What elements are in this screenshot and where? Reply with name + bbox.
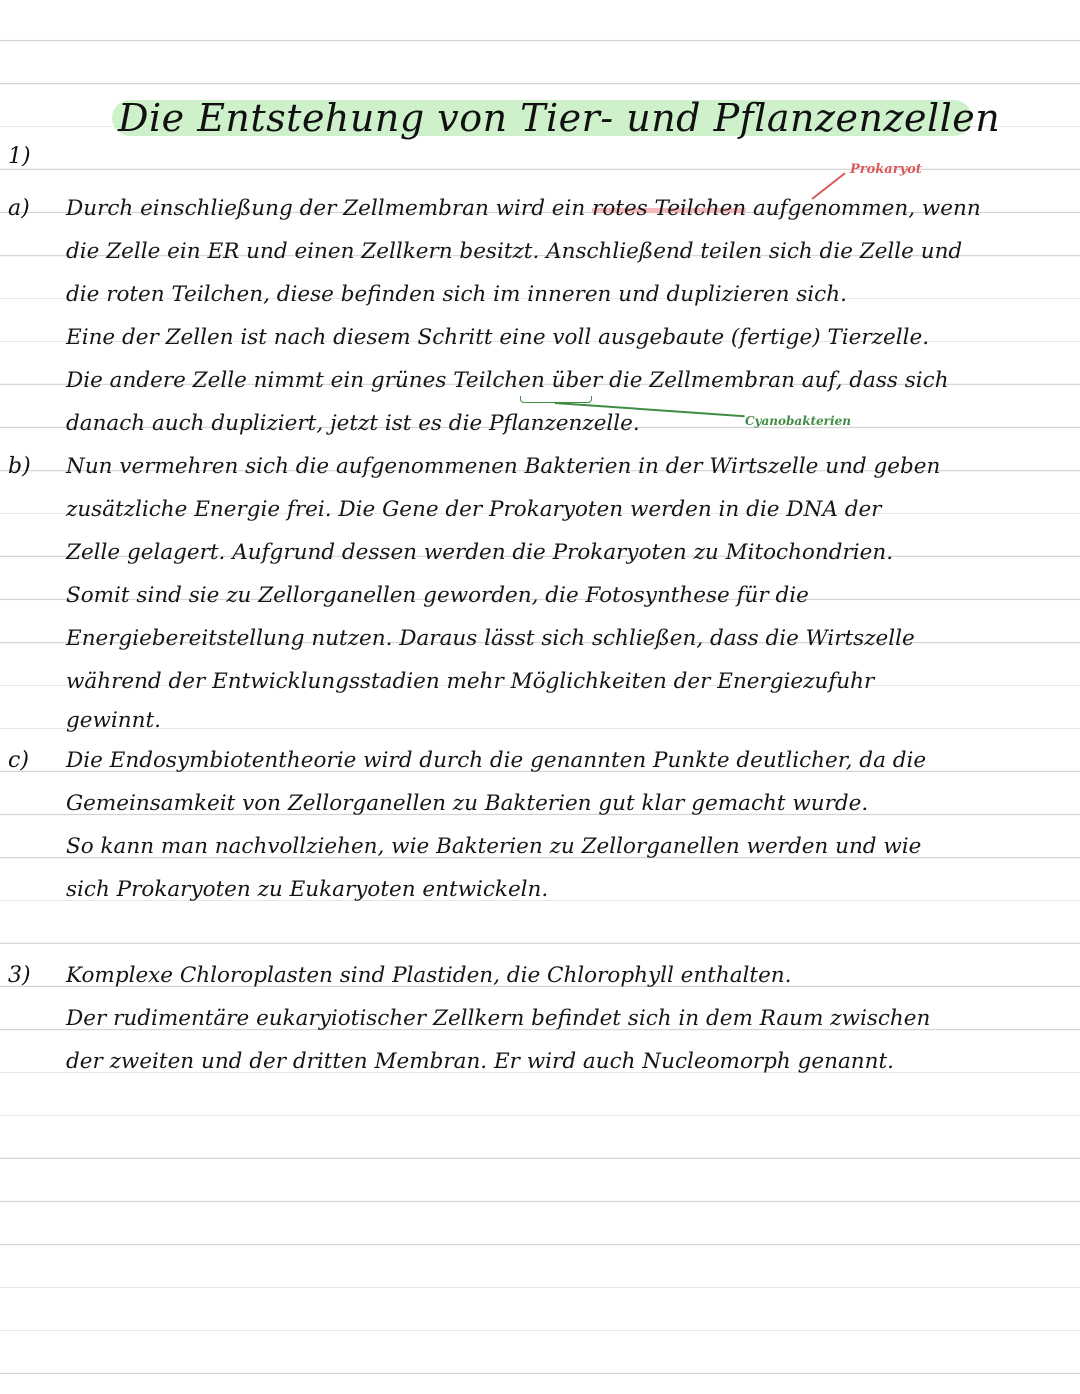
section-3-label: 3) xyxy=(8,963,31,988)
item-a-line-4: Eine der Zellen ist nach diesem Schritt eine voll ausgebaute (fertige) Tierzelle. xyxy=(66,325,930,350)
section-3-line: Der rudimentäre eukaryiotischer Zellkern befindet sich in dem Raum zwischen xyxy=(66,1006,931,1031)
item-b-label: b) xyxy=(8,454,31,479)
item-a-line-1-post: aufgenommen, wenn xyxy=(746,196,981,221)
item-a-line-1-pre: Durch einschließung der Zellmembran wird ein xyxy=(66,196,593,221)
title-block xyxy=(118,94,1000,142)
item-b-line: während der Entwicklungsstadien mehr Möglichkeiten der Energiezufuhr xyxy=(66,669,875,694)
item-c-line: sich Prokaryoten zu Eukaryoten entwickeln. xyxy=(66,877,549,902)
item-b-line: Zelle gelagert. Aufgrund dessen werden die Prokaryoten zu Mitochondrien. xyxy=(66,540,894,565)
highlight-rotes-teilchen: rotes Teilchen xyxy=(592,196,747,221)
item-a-line-2: die Zelle ein ER und einen Zellkern besitzt. Anschließend teilen sich die Zelle und xyxy=(66,239,963,264)
item-b-line: Nun vermehren sich die aufgenommenen Bakterien in der Wirtszelle und geben xyxy=(66,454,941,479)
item-c-line: Die Endosymbiotentheorie wird durch die genannten Punkte deutlicher, da die xyxy=(66,748,927,773)
page-title: Die Entstehung von Tier- und Pflanzenzellen xyxy=(118,96,1001,140)
item-a-line-3: die roten Teilchen, diese befinden sich im inneren und duplizieren sich. xyxy=(66,282,847,307)
item-a-line-5: Die andere Zelle nimmt ein grünes Teilchen über die Zellmembran auf, dass sich xyxy=(66,368,949,393)
section-3-line: der zweiten und der dritten Membran. Er wird auch Nucleomorph genannt. xyxy=(66,1049,894,1074)
annotation-prokaryot: Prokaryot xyxy=(850,162,922,177)
section-1-number: 1) xyxy=(8,144,31,169)
item-c-label: c) xyxy=(8,748,29,773)
annotation-cyanobakterien: Cyanobakterien xyxy=(745,414,851,428)
item-b-line: gewinnt. xyxy=(66,708,161,733)
section-3-line: Komplexe Chloroplasten sind Plastiden, die Chlorophyll enthalten. xyxy=(66,963,792,988)
item-b-line: Energiebereitstellung nutzen. Daraus lässt sich schließen, dass die Wirtszelle xyxy=(66,626,915,651)
item-a-label: a) xyxy=(8,196,30,221)
item-b-line: Somit sind sie zu Zellorganellen geworden, die Fotosynthese für die xyxy=(66,583,809,608)
item-a-line-1 xyxy=(66,188,981,230)
item-c-line: So kann man nachvollziehen, wie Bakterien zu Zellorganellen werden und wie xyxy=(66,834,922,859)
item-b-line: zusätzliche Energie frei. Die Gene der Prokaryoten werden in die DNA der xyxy=(66,497,882,522)
item-a-line-6: danach auch dupliziert, jetzt ist es die Pflanzenzelle. xyxy=(66,411,640,436)
item-c-line: Gemeinsamkeit von Zellorganellen zu Bakterien gut klar gemacht wurde. xyxy=(66,791,869,816)
